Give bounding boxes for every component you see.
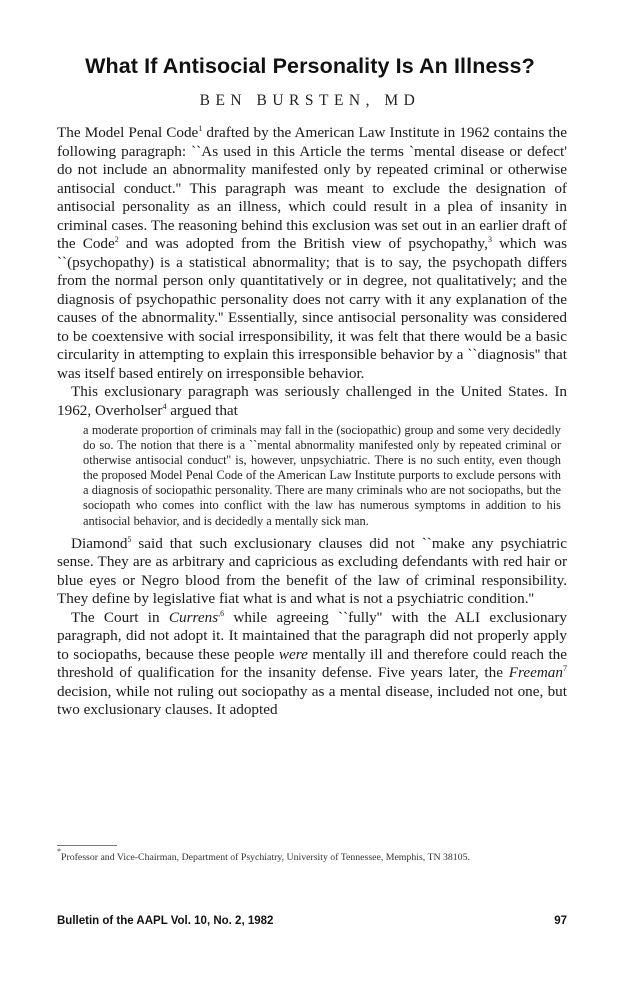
- citation-ref: ,6: [218, 608, 225, 618]
- text-run: which was ``(psychopathy) is a statistical abnormality; that is to say, the psychopath differs from the normal person only quantitatively or in degree, not qualitatively; and the diagnosis of psychopathic personality does not carry with it any explanation of the causes of the abnormality.'' Essentially, since antisocial personality was considered to be coextensive with social irresponsibility, it was felt that there would be a basic circularity in attempting to explain this irresponsible behavior by a ``diagnosis'' that was itself based entirely on irresponsible behavior.: [57, 235, 567, 382]
- footnote-text: Professor and Vice-Chairman, Department of Psychiatry, University of Tennessee, Memphis, TN 38105.: [61, 852, 470, 863]
- journal-citation: Bulletin of the AAPL Vol. 10, No. 2, 1982: [57, 915, 274, 927]
- paragraph-3: [57, 535, 567, 609]
- text-run: drafted by the American Law Institute in 1962 contains the following paragraph: ``As used in this Article the terms `mental disease or defect' do not include an abnormality manifested only by repeated criminal or otherwise antisocial conduct.'' This paragraph was meant to exclude the designation of antisocial personality as an illness, which could result in a plea of insanity in criminal cases. The reasoning behind this exclusion was set out in an earlier draft of the Code: [57, 124, 567, 252]
- paragraph-2: [57, 383, 567, 420]
- text-run: argued that: [166, 401, 238, 419]
- text-run: while agreeing ``fully'' with the ALI exclusionary paragraph, did not adopt it. It maintained that the paragraph did not properly apply to sociopaths, because these people: [57, 608, 567, 663]
- citation-ref: 2: [114, 235, 119, 244]
- text-run: Diamond: [71, 534, 128, 552]
- citation-ref: 1: [198, 124, 203, 133]
- article-title: What If Antisocial Personality Is An Illness?: [85, 54, 535, 78]
- citation-ref: 5: [127, 534, 132, 544]
- case-name: Freeman: [508, 664, 563, 682]
- paragraph-1: [57, 124, 567, 383]
- emphasis: were: [278, 645, 308, 663]
- text-run: The Court in: [71, 608, 169, 626]
- paragraph-4: [57, 609, 567, 720]
- article-author: BEN BURSTEN, MD: [199, 92, 421, 109]
- case-name: Currens: [168, 608, 219, 626]
- text-run: said that such exclusionary clauses did not ``make any psychiatric sense. They are as arbitrary and capricious as excluding defendants with red hair or blue eyes or Negro blood from the benefit of the law of criminal responsibility. They define by legislative fiat what is and what is not a psychiatric condition.'': [57, 534, 567, 608]
- citation-ref: 4: [162, 401, 167, 411]
- article-body: [57, 124, 567, 720]
- footnote-divider: [57, 845, 117, 846]
- text-run: mentally ill and therefore could reach the threshold of qualification for the insanity defense. Five years later, the: [57, 645, 568, 682]
- text-run: The Model Penal Code: [57, 124, 199, 141]
- author-footnote: [57, 847, 567, 864]
- footnote-mark: *: [57, 847, 61, 856]
- text-run: decision, while not ruling out sociopathy as a mental disease, included not one, but two exclusionary clauses. It adopted: [57, 682, 567, 719]
- citation-ref: 3: [487, 235, 492, 244]
- text-run: This exclusionary paragraph was seriously challenged in the United States. In 1962, Overholser: [57, 383, 567, 419]
- block-quote: a moderate proportion of criminals may fall in the (sociopathic) group and some very decidedly do so. The notion that there is a ``mental abnormality manifested only by repeated criminal or otherwise antisocial conduct'' is, however, unpsychiatric. There is no such entity, even though the proposed Model Penal Code of the American Law Institute purports to exclude persons with a diagnosis of sociopathic personality. There are many criminals who are not sociopaths, but the sociopath who comes into conflict with the law has numerous symptoms in addition to his antisocial behavior, and is decidedly a mentally sick man.: [83, 423, 561, 528]
- text-run: and was adopted from the British view of psychopathy,: [118, 235, 488, 252]
- page-number: 97: [554, 915, 567, 927]
- citation-ref: 7: [563, 664, 567, 674]
